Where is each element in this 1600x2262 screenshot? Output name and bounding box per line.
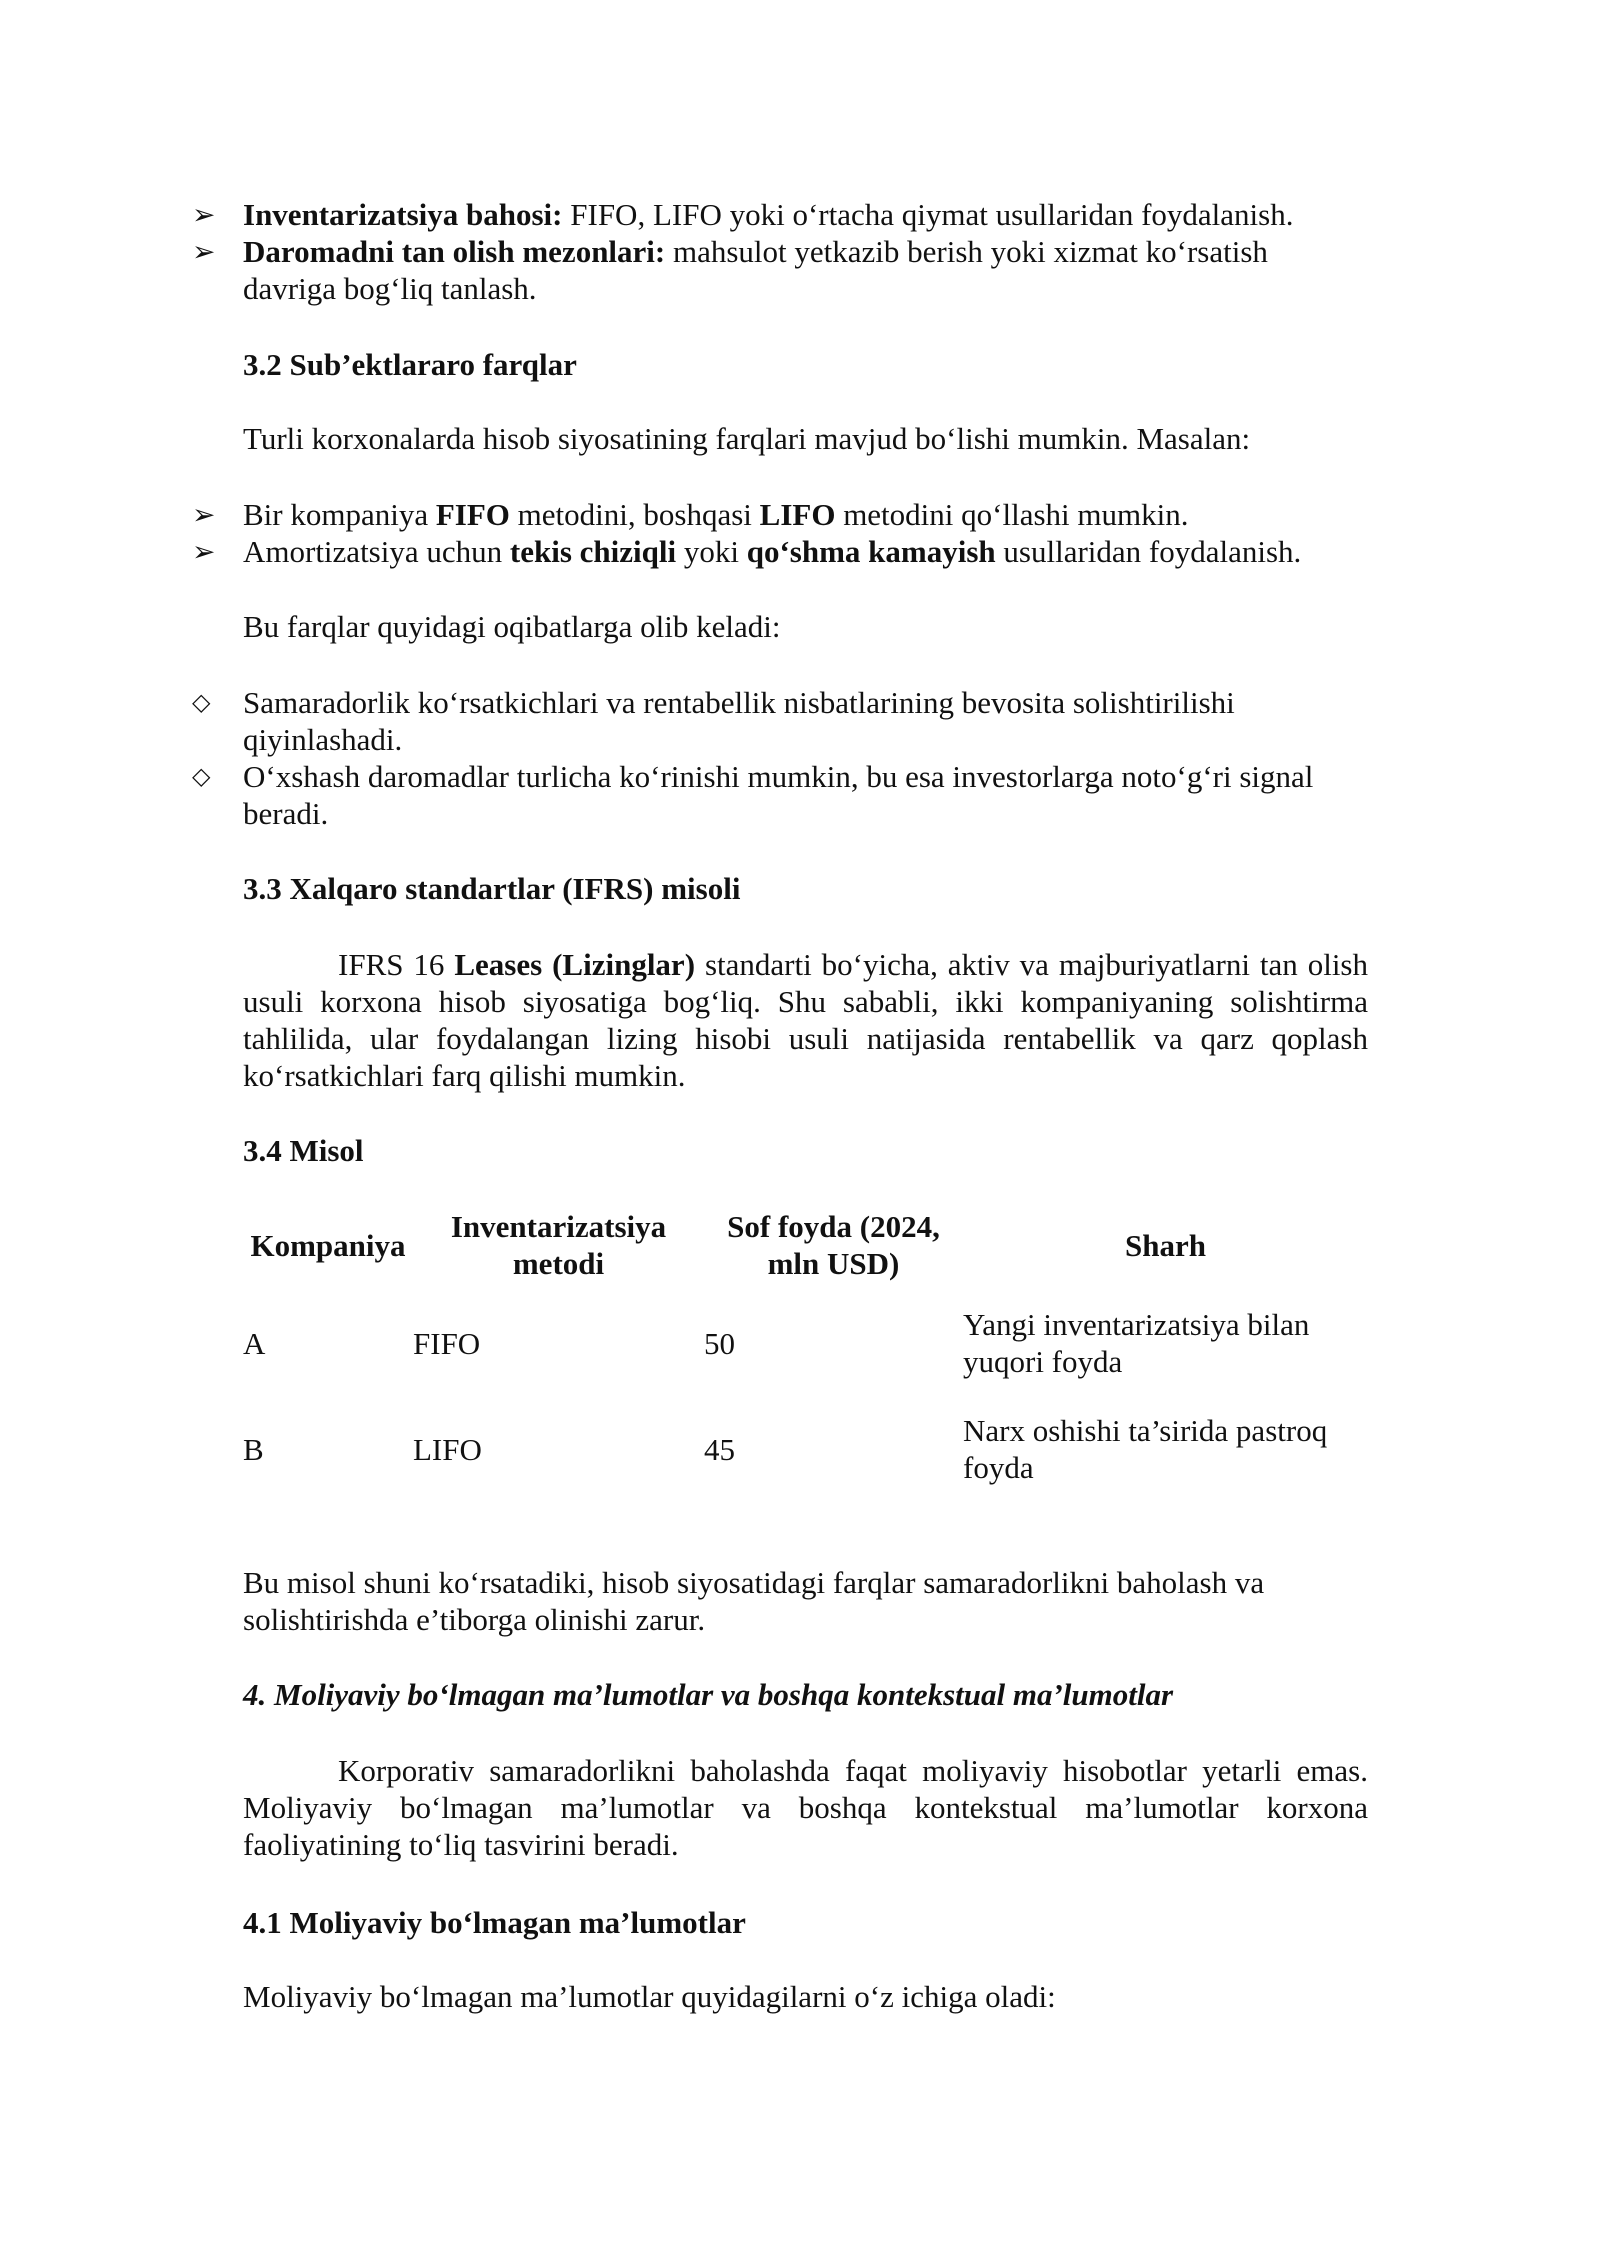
section-4-1-intro: Moliyaviy bo‘lmagan ma’lumotlar quyidagilarni o‘z ichiga oladi: [243, 1979, 1056, 2014]
bullet-text: Amortizatsiya uchun [243, 534, 510, 569]
list-item: O‘xshash daromadlar turlicha ko‘rinishi mumkin, bu esa investorlarga noto‘g‘ri signal beradi. [243, 759, 1314, 831]
bullet-text: metodini, boshqasi [509, 497, 760, 532]
list-item [243, 496, 1368, 533]
bullet-text: FIFO, LIFO yoki o‘rtacha qiymat usullaridan foydalanish. [562, 197, 1294, 232]
arrow-bullet-icon: ➢ [192, 235, 216, 268]
section-heading-3-3: 3.3 Xalqaro standartlar (IFRS) misoli [243, 871, 741, 906]
table-header-row [243, 1200, 1368, 1290]
table-row [243, 1396, 1368, 1502]
bullet-bold-term: FIFO [435, 497, 510, 532]
bullet-bold-term: tekis chiziqli [509, 534, 677, 569]
column-header: Sof foyda (2024, mln USD) [727, 1209, 940, 1281]
consequence-intro: Bu farqlar quyidagi oqibatlarga olib keladi: [243, 609, 781, 644]
list-item [243, 196, 1368, 233]
table-cell: 50 [704, 1325, 735, 1361]
list-item [243, 533, 1368, 570]
column-header: Kompaniya [250, 1227, 406, 1263]
paragraph-text: standarti bo‘yicha, aktiv va majburiyatlarni tan olish usuli korxona hisob siyosatiga bog‘liq. Shu sababli, ikki kompaniyaning solishtirma tahlilida, ular foydalangan lizing hisobi usuli natijasida rentabellik va qarz qoplash ko‘rsatkichlari farq qilishi mumkin. [243, 947, 1368, 1093]
column-header: Inventarizatsiya metodi [450, 1209, 667, 1281]
arrow-bullet-icon: ➢ [192, 535, 216, 568]
section-heading-3-4: 3.4 Misol [243, 1133, 364, 1168]
list-item [243, 233, 1368, 307]
arrow-bullet-icon: ➢ [192, 498, 216, 531]
column-header: Sharh [1125, 1227, 1206, 1263]
table-cell: A [243, 1325, 266, 1361]
table-cell: FIFO [413, 1325, 481, 1361]
table-cell: 45 [704, 1431, 735, 1467]
comparison-table [243, 1200, 1368, 1502]
ifrs-paragraph [243, 946, 1368, 1094]
bullet-text: usullaridan foydalanish. [995, 534, 1302, 569]
arrow-bullet-icon: ➢ [192, 198, 216, 231]
table-cell: Narx oshishi ta’sirida pastroq foyda [963, 1413, 1328, 1485]
bullet-text: yoki [676, 534, 747, 569]
section-heading-3-2: 3.2 Sub’ektlararo farqlar [243, 347, 577, 382]
bullet-bold-term: LIFO [759, 497, 836, 532]
paragraph-bold-term: Leases (Lizinglar) [454, 947, 696, 982]
section-heading-4-1: 4.1 Moliyaviy bo‘lmagan ma’lumotlar [243, 1905, 746, 1940]
bullet-text: mahsulot yetkazib berish yoki xizmat ko‘rsatish davriga bog‘liq tanlash. [243, 234, 1268, 306]
table-row [243, 1290, 1368, 1396]
bullet-text: Bir kompaniya [243, 497, 436, 532]
bullet-bold-term: qo‘shma kamayish [746, 534, 996, 569]
bullet-bold-label: Daromadni tan olish mezonlari: [243, 234, 666, 269]
bullet-bold-label: Inventarizatsiya bahosi: [243, 197, 563, 232]
paragraph-text: IFRS 16 [338, 947, 455, 982]
diamond-bullet-icon: ◇ [192, 762, 211, 790]
list-item: Samaradorlik ko‘rsatkichlari va rentabellik nisbatlarining bevosita solishtirilishi qiyinlashadi. [243, 685, 1235, 757]
bullet-text: metodini qo‘llashi mumkin. [835, 497, 1189, 532]
section-heading-4: 4. Moliyaviy bo‘lmagan ma’lumotlar va boshqa kontekstual ma’lumotlar [243, 1677, 1174, 1712]
table-cell: B [243, 1431, 264, 1467]
section-3-2-intro: Turli korxonalarda hisob siyosatining farqlari mavjud bo‘lishi mumkin. Masalan: [243, 421, 1251, 456]
table-cell: Yangi inventarizatsiya bilan yuqori foyda [963, 1307, 1310, 1379]
diamond-bullet-icon: ◇ [192, 688, 211, 716]
section-4-paragraph: Korporativ samaradorlikni baholashda faqat moliyaviy hisobotlar yetarli emas. Moliyaviy bo‘lmagan ma’lumotlar va boshqa kontekstual ma’lumotlar korxona faoliyatining to‘liq tasvirini beradi. [243, 1753, 1368, 1862]
table-cell: LIFO [413, 1431, 482, 1467]
example-conclusion: Bu misol shuni ko‘rsatadiki, hisob siyosatidagi farqlar samaradorlikni baholash va solishtirishda e’tiborga olinishi zarur. [243, 1565, 1265, 1637]
